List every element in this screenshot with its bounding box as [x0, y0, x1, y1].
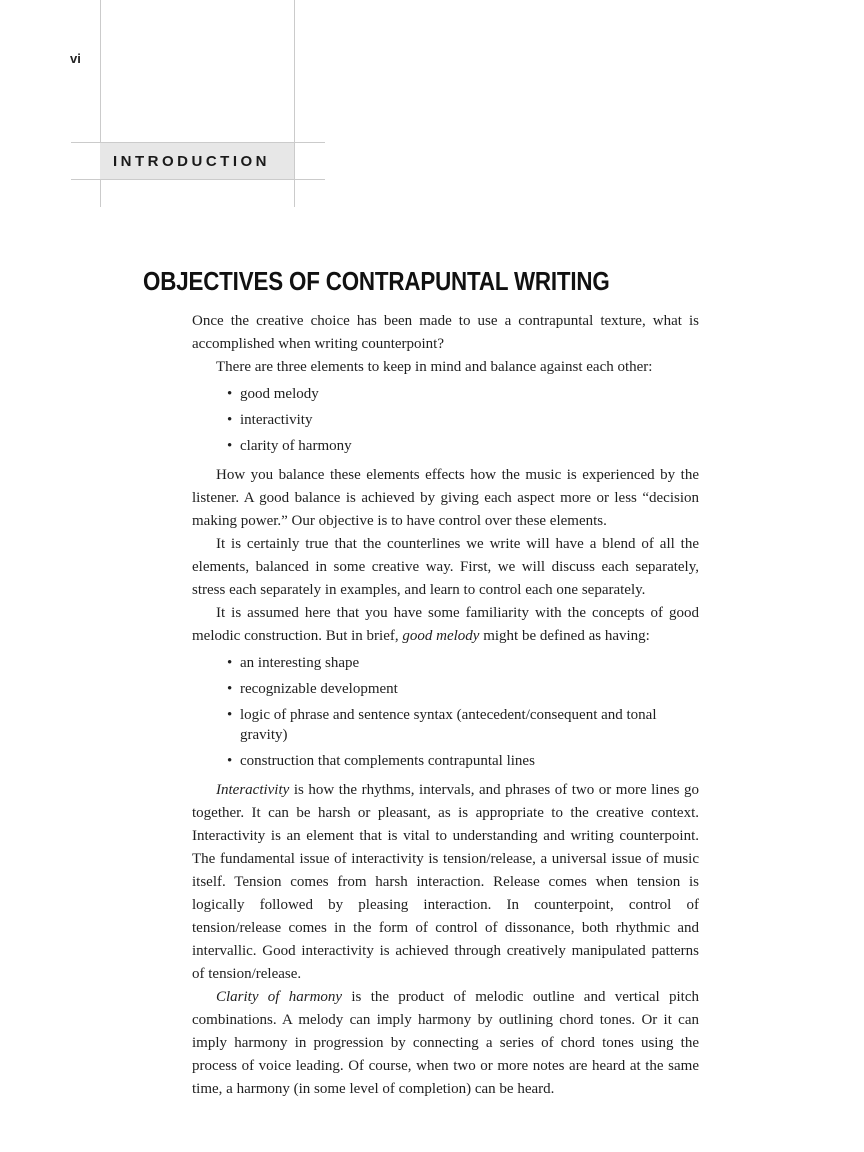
- list-item: • good melody: [240, 384, 699, 404]
- paragraph-good-melody: [192, 602, 699, 648]
- list-item: • clarity of harmony: [240, 436, 699, 456]
- list-item: • interactivity: [240, 410, 699, 430]
- paragraph-three-elements: There are three elements to keep in mind and balance against each other:: [216, 359, 653, 375]
- list-item: • construction that complements contrapuntal lines: [240, 751, 699, 771]
- elements-bullet-list: [192, 384, 699, 456]
- italic-term: Interactivity: [216, 782, 290, 798]
- grid-rule-vertical-right: [294, 0, 295, 207]
- main-content: [143, 266, 699, 1101]
- page-number: vi: [70, 51, 81, 66]
- paragraph-interactivity: [192, 779, 699, 986]
- italic-term: good melody: [402, 628, 480, 644]
- list-item: • an interesting shape: [240, 653, 699, 673]
- section-title: INTRODUCTION: [113, 152, 270, 170]
- melody-bullet-list: [192, 653, 699, 771]
- grid-rule-horizontal-bottom: [71, 179, 325, 180]
- list-item: • recognizable development: [240, 679, 699, 699]
- italic-term: Clarity of harmony: [216, 989, 343, 1005]
- paragraph-clarity-of-harmony: [192, 986, 699, 1101]
- paragraph-text: is the product of melodic outline and vertical pitch combinations. A melody can imply harmony by outlining chord tones. Or it can imply harmony in progression by connecting a series of chord tones using the process of voice leading. Of course, when two or more notes are heard at the same time, a harmony (in some level of completion) can be heard.: [192, 989, 699, 1097]
- paragraph-text: It is assumed here that you have some familiarity with the concepts of good melodic construction. But in brief,: [192, 605, 699, 644]
- list-item: • logic of phrase and sentence syntax (antecedent/consequent and tonal gravity): [240, 705, 699, 745]
- paragraph-blend: It is certainly true that the counterlines we write will have a blend of all the elements, balanced in some creative way. First, we will discuss each separately, stress each separately in examples, and learn to control each one separately.: [192, 536, 699, 598]
- paragraph-balance: How you balance these elements effects how the music is experienced by the listener. A good balance is achieved by giving each aspect more or less “decision making power.” Our objective is to have control over these elements.: [192, 467, 699, 529]
- paragraph-intro: Once the creative choice has been made to use a contrapuntal texture, what is accomplished when writing counterpoint?: [192, 313, 699, 352]
- paragraph-text: is how the rhythms, intervals, and phrases of two or more lines go together. It can be harsh or pleasant, as is appropriate to the creative context. Interactivity is an element that is vital to understanding and writing counterpoint. The fundamental issue of interactivity is tension/release, a universal issue of music itself. Tension comes from harsh interaction. Release comes when tension is logically followed by pleasing interaction. In counterpoint, control of tension/release comes in the form of control of dissonance, both rhythmic and intervallic. Good interactivity is achieved through creatively manipulated patterns of tension/release.: [192, 782, 699, 982]
- section-banner: [100, 143, 294, 179]
- body-column: [192, 310, 699, 1101]
- paragraph-text: might be defined as having:: [479, 628, 650, 644]
- chapter-heading: OBJECTIVES OF CONTRAPUNTAL WRITING: [143, 266, 610, 296]
